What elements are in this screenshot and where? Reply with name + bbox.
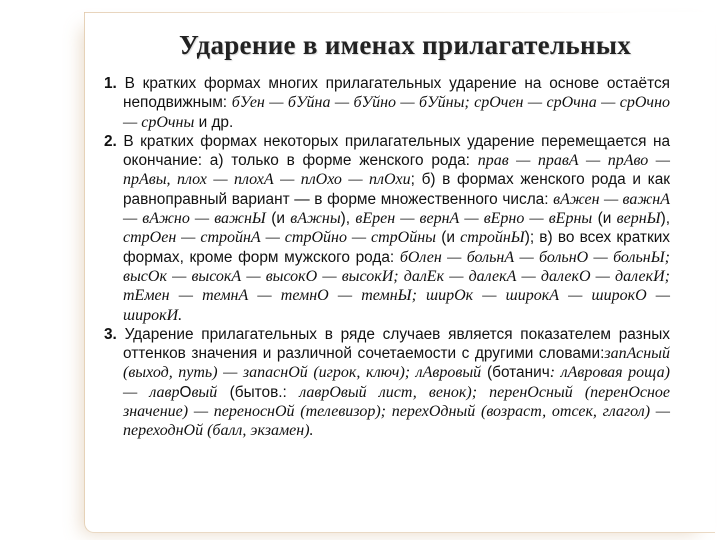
item-text: ); в) во всех кратких формах, кроме форм мужского рода: xyxy=(123,229,670,266)
item-text: (бытов.: xyxy=(217,383,300,401)
item-text: (и xyxy=(265,210,291,228)
item-example-text: бУен — бУйна — бУйно — бУйны; срОчен — срОчна — срОчно — срОчны xyxy=(123,94,671,131)
item-text: Ударение прилагательных в ряде случаев является показателем разных оттенков значения и различной сочетаемости с другими словами: xyxy=(123,325,670,363)
list-item-3 xyxy=(104,325,670,441)
item-example-text: запАсный (выход, путь) — запаснОй (игрок, ключ); лАвровый xyxy=(123,345,670,382)
item-example-text: вый xyxy=(191,383,218,401)
item-text: В кратких формах многих прилагательных ударение на основе остаётся неподвижным: xyxy=(123,75,670,112)
item-example-text: вернЫ xyxy=(616,210,661,228)
item-text: В кратких формах некоторых прилагательных ударение перемещается на окончание: а) только в форме женского рода: xyxy=(123,132,671,170)
list-item-1 xyxy=(104,74,670,132)
item-example-text: вАжен — важнА — вАжно — важнЫ xyxy=(123,190,670,228)
list-item-number: 2. xyxy=(104,132,117,150)
item-example-text: стрОен — стройнА — стрОйно — стрОйны xyxy=(123,229,437,247)
item-text: (и xyxy=(436,229,461,247)
item-text: ), xyxy=(660,210,671,228)
item-example-text: стройнЫ xyxy=(460,229,525,247)
item-text: О xyxy=(179,383,192,401)
item-example-text: бОлен — больнА — больнО — больнЫ; высОк — высокА — высокО — высокИ; далЕк — далекА — далекО — далекИ; тЕмен — темнА — темнО — темнЫ; ширОк — широкА — широкО — широкИ. xyxy=(123,248,671,324)
item-text: (ботанич xyxy=(481,364,550,382)
item-text: и др. xyxy=(194,113,234,131)
item-text: ; б) в формах женского рода и как равноправный вариант — в форме множественного числа: xyxy=(123,171,671,208)
item-example-text: лаврОвый лист, венок); перенОсный (перенОсное значение) — переноснОй (телевизор); перехОдный (возраст, отсек, глагол) — переходнОй (балл, экзамен). xyxy=(123,383,671,440)
list-item-2 xyxy=(104,132,670,325)
item-example-text: : лАвровая роща) — лавр xyxy=(123,364,670,401)
slide-frame-top-line xyxy=(84,12,644,13)
list-item-number: 3. xyxy=(104,325,117,343)
list-item-number: 1. xyxy=(104,75,117,92)
slide-title: Ударение в именах прилагательных xyxy=(178,30,632,60)
item-example-text: прав — правА — прАво — прАвы, плох — плохА — плОхо — плОхи xyxy=(123,152,670,189)
slide-content xyxy=(104,74,670,441)
item-text: (и xyxy=(592,210,617,228)
item-example-text: вАжны xyxy=(290,210,341,228)
item-text: ), xyxy=(340,210,356,228)
item-example-text: вЕрен — вернА — вЕрно — вЕрны xyxy=(355,210,593,228)
